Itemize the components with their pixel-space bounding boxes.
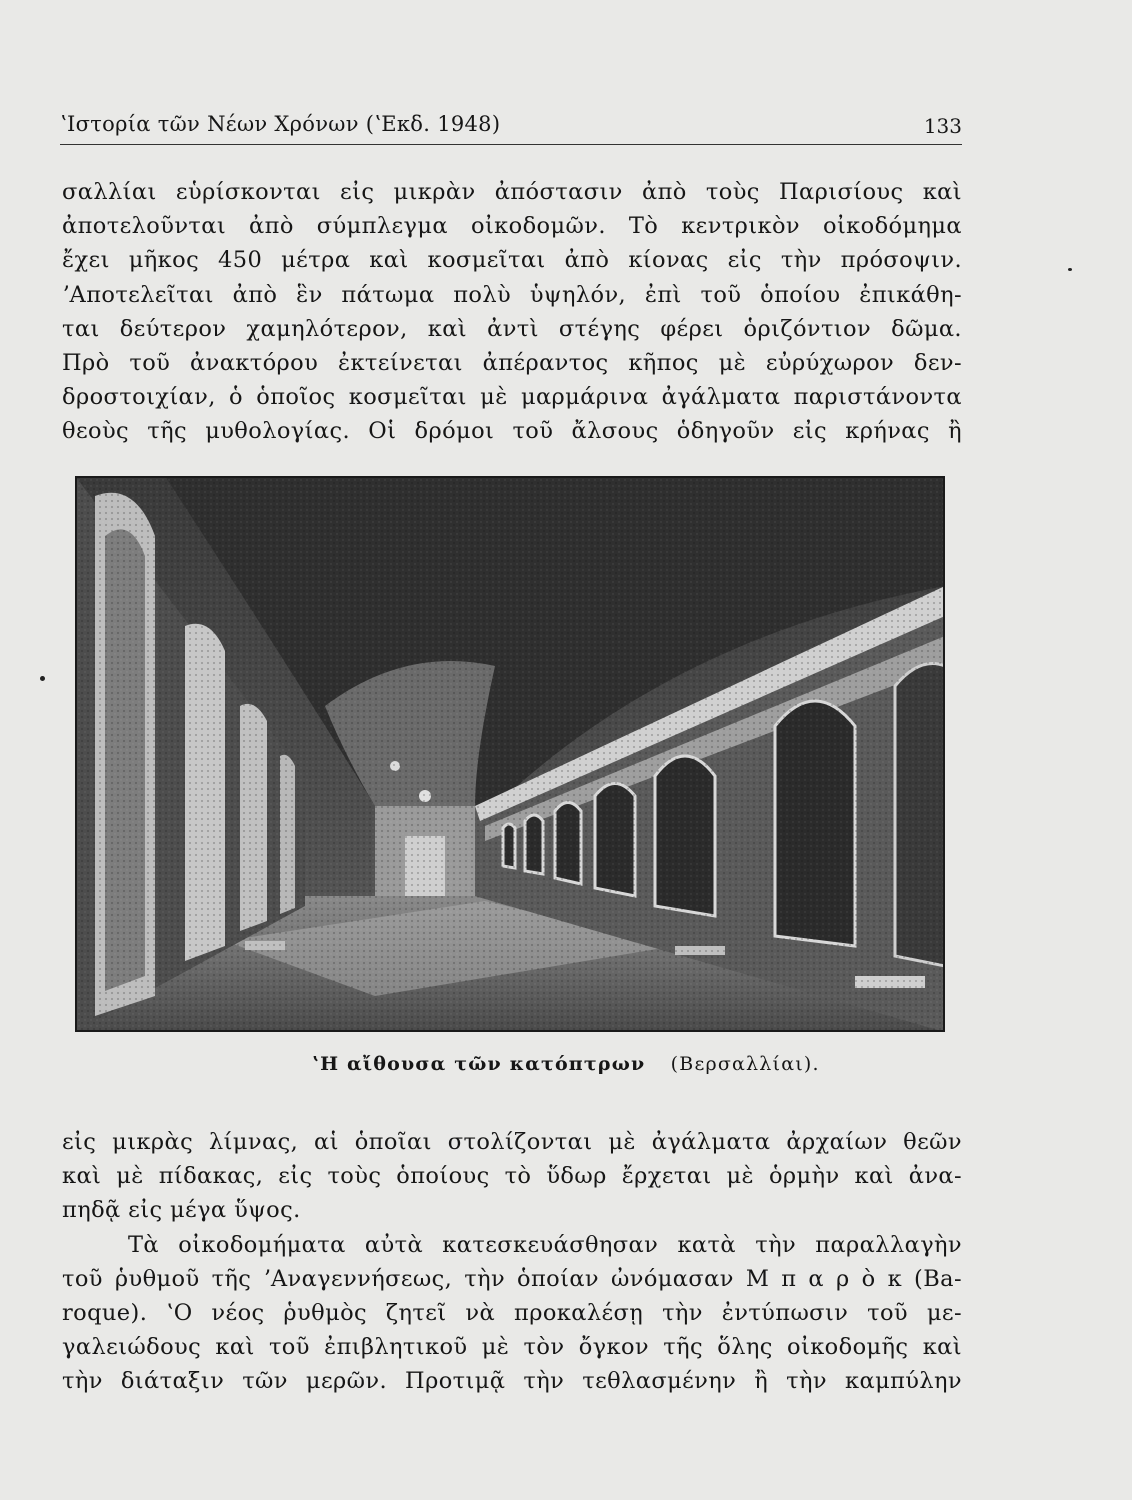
text-line: σαλλίαι εὑρίσκονται εἰς μικρὰν ἀπόστασιν ἀπὸ τοὺς Παρισίους καὶ (62, 179, 962, 205)
text-line: δροστοιχίαν, ὁ ὁποῖος κοσμεῖται μὲ μαρμάρινα ἀγάλματα παριστάνοντα (62, 384, 962, 411)
text-line: ἔχει μῆκος 450 μέτρα καὶ κοσμεῖται ἀπὸ κίονας εἰς τὴν πρόσοψιν. (62, 247, 962, 274)
text-line: εἰς μικρὰς λίμνας, αἱ ὁποῖαι στολίζονται μὲ ἀγάλματα ἀρχαίων θεῶν (62, 1129, 962, 1155)
caption-title: ʽΗ αἴθουσα τῶν κατόπτρων (312, 1053, 646, 1075)
text-line: πηδᾷ εἰς μέγα ὕψος. (62, 1197, 301, 1224)
text-line: Τὰ οἰκοδομήματα αὐτὰ κατεσκευάσθησαν κατὰ τὴν παραλλαγὴν (128, 1231, 962, 1258)
hall-of-mirrors-photo (75, 476, 945, 1032)
running-title: ʽΙστορία τῶν Νέων Χρόνων (ʽΕκδ. 1948) (60, 112, 501, 136)
text-line: θεοὺς τῆς μυθολογίας. Οἱ δρόμοι τοῦ ἄλσους ὁδηγοῦν εἰς κρήνας ἢ (62, 418, 962, 445)
text-line: Πρὸ τοῦ ἀνακτόρου ἐκτείνεται ἀπέραντος κῆπος μὲ εὐρύχωρον δεν- (62, 350, 962, 377)
text-line: καὶ μὲ πίδακας, εἰς τοὺς ὁποίους τὸ ὕδωρ ἔρχεται μὲ ὁρμὴν καὶ ἀνα- (62, 1163, 962, 1190)
bottom-paragraphs (62, 1125, 962, 1399)
print-speck (1068, 268, 1072, 271)
text-line: τοῦ ῥυθμοῦ τῆς ʼΑναγεννήσεως, τὴν ὁποίαν ὠνόμασαν Μ π α ρ ὸ κ (Βa- (62, 1265, 962, 1292)
caption-place: (Βερσαλλίαι). (670, 1053, 820, 1075)
running-head (60, 108, 962, 145)
text-line: ἀποτελοῦνται ἀπὸ σύμπλεγμα οἰκοδομῶν. Τὸ κεντρικὸν οἰκοδόμημα (62, 213, 962, 240)
photo-illustration (75, 476, 945, 1032)
text-line: ται δεύτερον χαμηλότερον, καὶ ἀντὶ στέγης φέρει ὁριζόντιον δῶμα. (62, 315, 962, 342)
print-speck (40, 676, 45, 681)
figure-caption (0, 1053, 1132, 1075)
page-number: 133 (923, 114, 962, 138)
text-line: γαλειώδους καὶ τοῦ ἐπιβλητικοῦ μὲ τὸν ὄγκον τῆς ὅλης οἰκοδομῆς καὶ (62, 1334, 962, 1361)
text-line: ʼΑποτελεῖται ἀπὸ ἓν πάτωμα πολὺ ὑψηλόν, ἐπὶ τοῦ ὁποίου ἐπικάθη- (62, 281, 962, 308)
text-line: roque). ʽΟ νέος ῥυθμὸς ζητεῖ νὰ προκαλέσῃ τὴν ἐντύπωσιν τοῦ με- (62, 1300, 962, 1327)
text-line: τὴν διάταξιν τῶν μερῶν. Προτιμᾷ τὴν τεθλασμένην ἢ τὴν καμπύλην (62, 1368, 962, 1395)
top-paragraph (62, 175, 962, 449)
